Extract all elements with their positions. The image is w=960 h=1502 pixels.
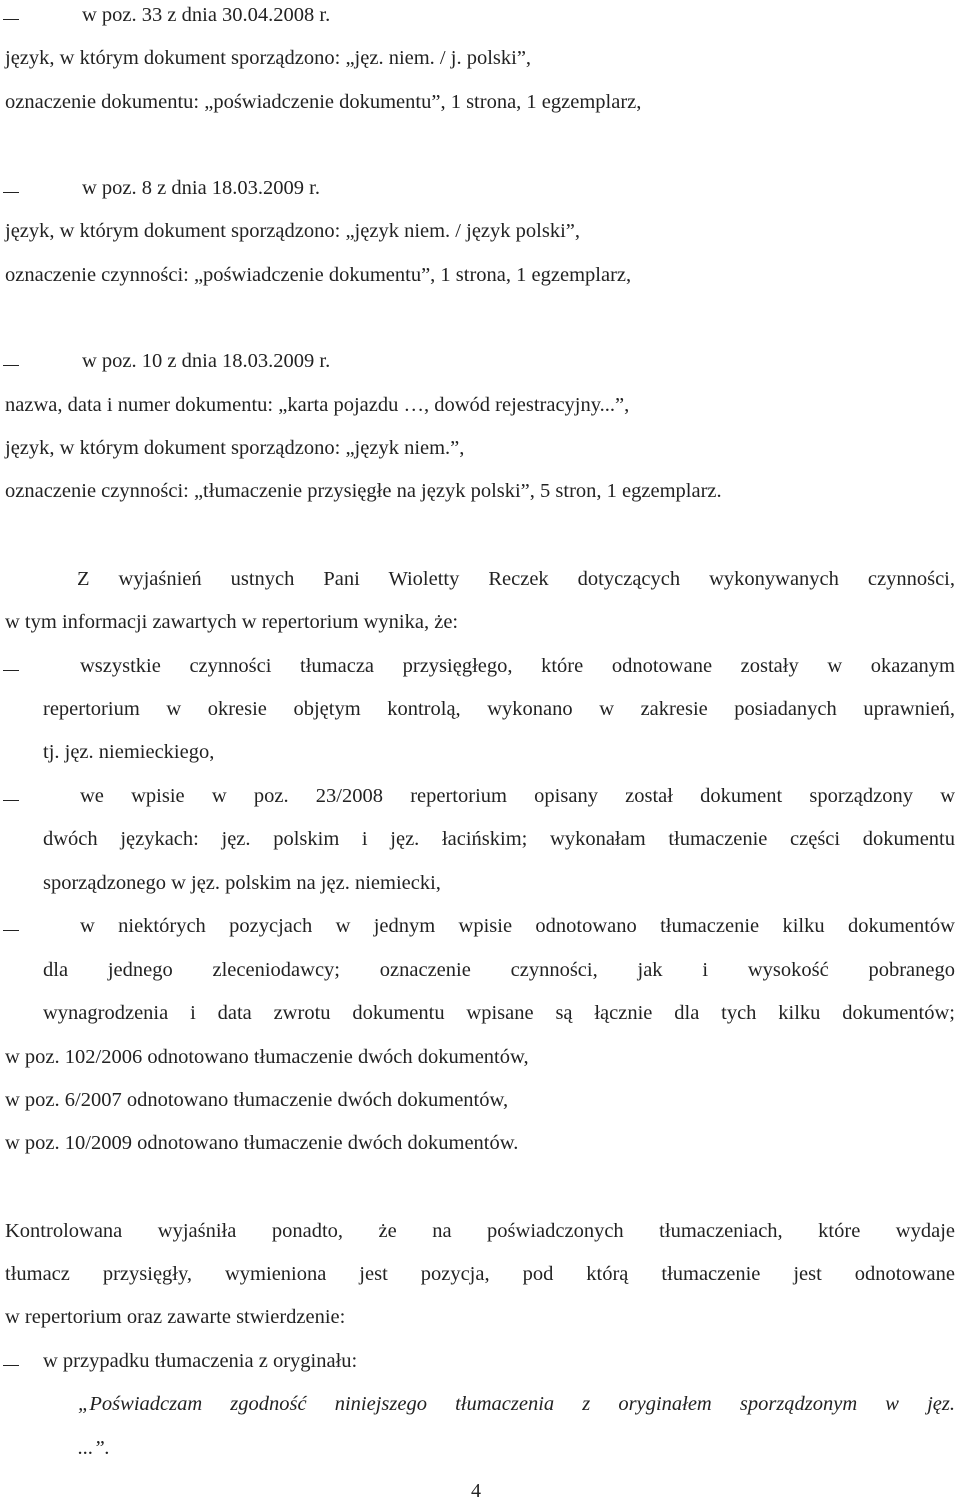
position-line: w poz. 10/2009 odnotowano tłumaczenie dwóch dokumentów.	[5, 1132, 519, 1154]
paragraph-line: tłumacz przysięgły, wymieniona jest pozycja, pod którą tłumaczenie jest odnotowane	[5, 1263, 955, 1285]
list-item-header: w poz. 8 z dnia 18.03.2009 r.	[82, 177, 320, 199]
dash-bullet	[3, 1365, 19, 1366]
list-item-line: język, w którym dokument sporządzono: „jęz. niem. / j. polski”,	[5, 47, 532, 69]
list-item-line: tj. jęz. niemieckiego,	[43, 741, 215, 763]
position-line: w poz. 102/2006 odnotowano tłumaczenie dwóch dokumentów,	[5, 1046, 529, 1068]
dash-bullet	[3, 930, 19, 931]
list-item-line: oznaczenie czynności: „poświadczenie dokumentu”, 1 strona, 1 egzemplarz,	[5, 264, 632, 286]
list-item-line: w przypadku tłumaczenia z oryginału:	[43, 1350, 358, 1372]
list-item-line: we wpisie w poz. 23/2008 repertorium opisany został dokument sporządzony w	[80, 785, 955, 807]
paragraph-line: Kontrolowana wyjaśniła ponadto, że na poświadczonych tłumaczeniach, które wydaje	[5, 1220, 955, 1242]
paragraph-line: w tym informacji zawartych w repertorium wynika, że:	[5, 611, 459, 633]
list-item-line: oznaczenie dokumentu: „poświadczenie dokumentu”, 1 strona, 1 egzemplarz,	[5, 91, 642, 113]
list-item-line: nazwa, data i numer dokumentu: „karta pojazdu …, dowód rejestracyjny...”,	[5, 394, 630, 416]
list-item-line: sporządzonego w jęz. polskim na jęz. niemiecki,	[43, 872, 441, 894]
list-item-line: w niektórych pozycjach w jednym wpisie odnotowano tłumaczenie kilku dokumentów	[80, 915, 955, 937]
paragraph-line: Z wyjaśnień ustnych Pani Wioletty Reczek dotyczących wykonywanych czynności,	[77, 568, 955, 590]
list-item-line: oznaczenie czynności: „tłumaczenie przysięgłe na język polski”, 5 stron, 1 egzemplarz.	[5, 480, 722, 502]
list-item-line: wszystkie czynności tłumacza przysięgłego, które odnotowane zostały w okazanym	[80, 655, 955, 677]
position-line: w poz. 6/2007 odnotowano tłumaczenie dwóch dokumentów,	[5, 1089, 509, 1111]
list-item-line: język, w którym dokument sporządzono: „język niem.”,	[5, 437, 465, 459]
dash-bullet	[3, 670, 19, 671]
dash-bullet	[3, 365, 19, 366]
list-item-line: wynagrodzenia i data zwrotu dokumentu wpisane są łącznie dla tych kilku dokumentów;	[43, 1002, 955, 1024]
dash-bullet	[3, 19, 19, 20]
quote-line: ...”.	[78, 1437, 110, 1459]
list-item-header: w poz. 10 z dnia 18.03.2009 r.	[82, 350, 331, 372]
list-item-line: język, w którym dokument sporządzono: „język niem. / język polski”,	[5, 220, 580, 242]
list-item-line: dwóch językach: jęz. polskim i jęz. łacińskim; wykonałam tłumaczenie części dokumentu	[43, 828, 955, 850]
dash-bullet	[3, 800, 19, 801]
dash-bullet	[3, 192, 19, 193]
page-number: 4	[471, 1480, 481, 1502]
list-item-line: repertorium w okresie objętym kontrolą, wykonano w zakresie posiadanych uprawnień,	[43, 698, 955, 720]
paragraph-line: w repertorium oraz zawarte stwierdzenie:	[5, 1306, 346, 1328]
list-item-header: w poz. 33 z dnia 30.04.2008 r.	[82, 4, 331, 26]
quote-line: „Poświadczam zgodność niniejszego tłumaczenia z oryginałem sporządzonym w jęz.	[78, 1393, 955, 1415]
list-item-line: dla jednego zleceniodawcy; oznaczenie czynności, jak i wysokość pobranego	[43, 959, 955, 981]
